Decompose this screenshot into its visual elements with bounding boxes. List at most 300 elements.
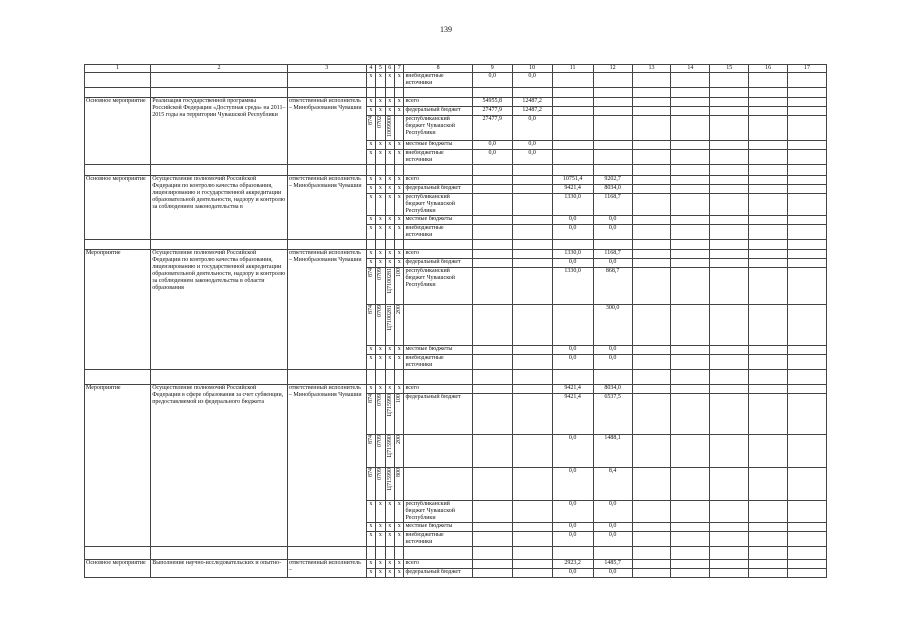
value-cell	[593, 116, 632, 141]
value-cell: 0,0	[593, 259, 632, 268]
value-cell	[593, 73, 632, 88]
budget-code-cell: x	[366, 250, 375, 259]
value-cell	[512, 501, 552, 523]
budget-code-cell: x	[385, 250, 394, 259]
value-cell	[472, 216, 512, 225]
empty-cell	[151, 547, 288, 560]
budget-code-cell: x	[395, 185, 404, 194]
value-cell	[552, 73, 593, 88]
empty-cell	[710, 73, 749, 88]
empty-cell	[632, 547, 671, 560]
empty-cell	[632, 216, 671, 225]
budget-code-cell: x	[385, 98, 394, 107]
empty-cell	[404, 240, 472, 250]
empty-cell	[151, 165, 288, 176]
empty-cell	[512, 88, 552, 98]
empty-cell	[710, 98, 749, 107]
value-cell	[512, 394, 552, 435]
empty-cell	[671, 435, 710, 468]
empty-cell	[632, 73, 671, 88]
empty-cell	[788, 560, 827, 569]
empty-cell	[366, 88, 375, 98]
empty-cell	[788, 468, 827, 501]
value-cell	[512, 435, 552, 468]
empty-cell	[632, 385, 671, 394]
empty-cell	[710, 165, 749, 176]
table-row	[85, 560, 827, 569]
empty-cell	[395, 547, 404, 560]
value-cell: 12487,2	[512, 98, 552, 107]
budget-code-cell	[366, 116, 375, 141]
empty-cell	[710, 385, 749, 394]
empty-cell	[385, 240, 394, 250]
empty-cell	[552, 240, 593, 250]
budget-code-cell: x	[385, 176, 394, 185]
empty-cell	[632, 370, 671, 385]
empty-cell	[788, 435, 827, 468]
budget-code-cell: x	[366, 259, 375, 268]
empty-cell	[671, 141, 710, 150]
empty-cell	[710, 240, 749, 250]
value-cell: 8034,0	[593, 185, 632, 194]
value-cell: 0,0	[552, 355, 593, 370]
empty-cell	[385, 165, 394, 176]
empty-cell	[749, 250, 788, 259]
empty-cell	[472, 370, 512, 385]
empty-cell	[632, 225, 671, 240]
value-cell: 0,0	[552, 569, 593, 578]
empty-cell	[287, 73, 366, 88]
budget-code-cell	[376, 435, 385, 468]
empty-cell	[788, 73, 827, 88]
column-header: 14	[671, 65, 710, 73]
funding-source: всего	[404, 560, 472, 569]
empty-cell	[671, 165, 710, 176]
value-cell: 0,0	[552, 523, 593, 532]
budget-code-cell: x	[376, 523, 385, 532]
funding-source: всего	[404, 250, 472, 259]
empty-cell	[749, 141, 788, 150]
column-header: 6	[385, 65, 394, 73]
budget-code-cell: x	[376, 569, 385, 578]
empty-cell	[788, 501, 827, 523]
value-cell	[552, 150, 593, 165]
budget-code-cell: x	[385, 141, 394, 150]
budget-code-cell: x	[366, 532, 375, 547]
budget-code: 200	[396, 435, 402, 444]
budget-code-cell: x	[376, 98, 385, 107]
empty-cell	[788, 532, 827, 547]
value-cell: 1330,0	[552, 250, 593, 259]
budget-code-cell: x	[366, 216, 375, 225]
value-cell	[552, 98, 593, 107]
empty-cell	[788, 176, 827, 185]
value-cell: 0,0	[593, 501, 632, 523]
empty-cell	[671, 250, 710, 259]
empty-cell	[632, 240, 671, 250]
value-cell	[593, 150, 632, 165]
budget-code-cell: x	[395, 523, 404, 532]
empty-cell	[788, 305, 827, 346]
empty-cell	[749, 560, 788, 569]
budget-code-cell	[376, 394, 385, 435]
budget-code: 0709	[377, 268, 384, 280]
funding-source: республиканский бюджет Чувашской Республики	[404, 194, 472, 216]
empty-cell	[749, 194, 788, 216]
budget-code-cell: x	[385, 532, 394, 547]
empty-cell	[395, 165, 404, 176]
empty-cell	[749, 268, 788, 305]
empty-cell	[788, 268, 827, 305]
budget-code-cell	[385, 305, 394, 346]
budget-code-cell: x	[385, 150, 394, 165]
budget-code-cell	[376, 116, 385, 141]
budget-code: 0709	[377, 435, 384, 447]
empty-cell	[671, 116, 710, 141]
empty-cell	[632, 98, 671, 107]
budget-code-cell: x	[366, 569, 375, 578]
budget-code-cell: x	[385, 346, 394, 355]
value-cell: 1168,7	[593, 250, 632, 259]
empty-cell	[749, 225, 788, 240]
budget-code-cell: x	[385, 216, 394, 225]
empty-cell	[710, 259, 749, 268]
value-cell: 0,0	[552, 346, 593, 355]
budget-code-cell: x	[385, 194, 394, 216]
empty-cell	[710, 547, 749, 560]
value-cell	[512, 560, 552, 569]
empty-cell	[671, 305, 710, 346]
empty-cell	[85, 547, 151, 560]
column-header: 15	[710, 65, 749, 73]
budget-code-cell: x	[385, 523, 394, 532]
empty-cell	[671, 185, 710, 194]
value-cell: 0,0	[593, 523, 632, 532]
empty-cell	[788, 116, 827, 141]
budget-code-cell: x	[366, 141, 375, 150]
empty-cell	[710, 523, 749, 532]
table-row	[85, 250, 827, 259]
empty-cell	[749, 468, 788, 501]
value-cell: 1485,7	[593, 560, 632, 569]
budget-code: 800	[396, 468, 402, 477]
empty-cell	[710, 88, 749, 98]
empty-cell	[749, 240, 788, 250]
budget-code-cell: x	[395, 532, 404, 547]
funding-source: местные бюджеты	[404, 523, 472, 532]
empty-cell	[366, 240, 375, 250]
responsible-executor: ответственный исполнитель – Минобразования Чувашии	[287, 250, 366, 370]
value-cell	[512, 216, 552, 225]
budget-code: 0709	[377, 305, 384, 317]
value-cell: 0,0	[593, 225, 632, 240]
empty-cell	[788, 107, 827, 116]
empty-cell	[749, 523, 788, 532]
budget-code-cell: x	[395, 194, 404, 216]
value-cell: 27477,9	[472, 107, 512, 116]
empty-cell	[287, 547, 366, 560]
budget-code-cell: x	[376, 355, 385, 370]
budget-code-cell: x	[385, 560, 394, 569]
value-cell	[472, 176, 512, 185]
empty-cell	[632, 185, 671, 194]
empty-cell	[287, 370, 366, 385]
budget-code-cell: x	[385, 501, 394, 523]
value-cell: 0,0	[552, 532, 593, 547]
budget-table	[84, 64, 827, 578]
empty-cell	[512, 370, 552, 385]
empty-cell	[632, 355, 671, 370]
value-cell: 9421,4	[552, 385, 593, 394]
column-header: 16	[749, 65, 788, 73]
empty-cell	[671, 346, 710, 355]
budget-code-cell: x	[385, 355, 394, 370]
empty-cell	[788, 250, 827, 259]
budget-code-cell: x	[385, 259, 394, 268]
column-header: 11	[552, 65, 593, 73]
table-row	[85, 385, 827, 394]
empty-cell	[632, 88, 671, 98]
empty-cell	[632, 394, 671, 435]
activity-description: Выполнение научно-исследовательских и опытно-	[151, 560, 288, 578]
empty-cell	[671, 532, 710, 547]
empty-cell	[552, 88, 593, 98]
value-cell: 1168,7	[593, 194, 632, 216]
empty-cell	[671, 355, 710, 370]
empty-cell	[749, 355, 788, 370]
value-cell	[593, 98, 632, 107]
empty-cell	[710, 346, 749, 355]
empty-cell	[788, 259, 827, 268]
empty-cell	[710, 268, 749, 305]
empty-cell	[632, 569, 671, 578]
empty-cell	[788, 394, 827, 435]
empty-cell	[710, 250, 749, 259]
empty-cell	[671, 394, 710, 435]
budget-code: Ц715990	[386, 394, 393, 417]
empty-cell	[749, 150, 788, 165]
empty-cell	[749, 569, 788, 578]
empty-cell	[85, 370, 151, 385]
value-cell	[512, 305, 552, 346]
empty-cell	[632, 532, 671, 547]
empty-cell	[710, 435, 749, 468]
empty-cell	[671, 98, 710, 107]
empty-cell	[385, 88, 394, 98]
empty-cell	[632, 305, 671, 346]
funding-source: республиканский бюджет Чувашской Республики	[404, 116, 472, 141]
budget-code-cell	[366, 305, 375, 346]
column-header: 17	[788, 65, 827, 73]
funding-source: внебюджетные источники	[404, 150, 472, 165]
funding-source	[404, 468, 472, 501]
budget-code-cell	[385, 394, 394, 435]
empty-cell	[593, 165, 632, 176]
value-cell: 54955,8	[472, 98, 512, 107]
empty-cell	[632, 560, 671, 569]
value-cell	[552, 305, 593, 346]
empty-cell	[710, 394, 749, 435]
budget-code-cell: x	[395, 176, 404, 185]
value-cell: 0,0	[472, 150, 512, 165]
value-cell: 9421,4	[552, 185, 593, 194]
budget-code-cell: x	[366, 501, 375, 523]
empty-cell	[632, 107, 671, 116]
funding-source: внебюджетные источники	[404, 532, 472, 547]
empty-cell	[593, 370, 632, 385]
budget-code-cell	[366, 394, 375, 435]
funding-source: местные бюджеты	[404, 216, 472, 225]
budget-code-cell: x	[376, 216, 385, 225]
empty-cell	[632, 250, 671, 259]
spacer-row	[85, 165, 827, 176]
empty-cell	[472, 165, 512, 176]
column-header: 5	[376, 65, 385, 73]
empty-cell	[749, 501, 788, 523]
empty-cell	[472, 88, 512, 98]
empty-cell	[376, 547, 385, 560]
empty-cell	[788, 185, 827, 194]
empty-cell	[552, 165, 593, 176]
empty-cell	[366, 547, 375, 560]
empty-cell	[788, 165, 827, 176]
empty-cell	[749, 435, 788, 468]
budget-code-cell: x	[395, 250, 404, 259]
empty-cell	[151, 88, 288, 98]
budget-code-cell: x	[395, 98, 404, 107]
empty-cell	[287, 240, 366, 250]
activity-description: Осуществление полномочий Российской Федерации по контролю качества образования, лицензированию и государственной аккредитации образовательной деятельности, надзору и контролю за соблюдением законодательства в	[151, 176, 288, 240]
value-cell: 0,0	[512, 150, 552, 165]
budget-code-cell: x	[376, 259, 385, 268]
budget-code: 874	[367, 116, 374, 125]
empty-cell	[710, 176, 749, 185]
budget-code-cell: x	[395, 385, 404, 394]
table-row	[85, 98, 827, 107]
empty-cell	[788, 98, 827, 107]
empty-cell	[788, 370, 827, 385]
budget-code-cell	[385, 468, 394, 501]
empty-cell	[710, 501, 749, 523]
value-cell	[472, 225, 512, 240]
empty-cell	[710, 150, 749, 165]
empty-cell	[788, 225, 827, 240]
empty-cell	[710, 107, 749, 116]
value-cell	[472, 385, 512, 394]
value-cell: 0,0	[512, 141, 552, 150]
spacer-row	[85, 240, 827, 250]
value-cell: 0,0	[512, 116, 552, 141]
empty-cell	[788, 240, 827, 250]
value-cell	[512, 355, 552, 370]
budget-code-cell: x	[366, 73, 375, 88]
table-body	[85, 65, 827, 578]
funding-source: внебюджетные источники	[404, 73, 472, 88]
empty-cell	[472, 547, 512, 560]
empty-cell	[749, 370, 788, 385]
value-cell	[512, 185, 552, 194]
empty-cell	[671, 501, 710, 523]
empty-cell	[749, 107, 788, 116]
activity-type: Основное мероприятие	[85, 560, 151, 578]
empty-cell	[552, 547, 593, 560]
value-cell	[512, 194, 552, 216]
empty-cell	[632, 165, 671, 176]
value-cell: 0,0	[552, 435, 593, 468]
budget-code: 100	[396, 394, 402, 403]
value-cell	[512, 532, 552, 547]
budget-code-cell	[395, 305, 404, 346]
budget-code: 874	[367, 268, 374, 277]
value-cell	[552, 107, 593, 116]
value-cell: 0,0	[552, 468, 593, 501]
value-cell	[593, 141, 632, 150]
value-cell	[472, 355, 512, 370]
value-cell: 0,0	[593, 346, 632, 355]
empty-cell	[85, 240, 151, 250]
value-cell	[472, 250, 512, 259]
activity-description: Осуществление полномочий Российской Федерации по контролю качества образования, лицензированию и государственной аккредитации образовательной деятельности, надзору и контролю за соблюдением законодательства в области образования	[151, 250, 288, 370]
budget-code: Ц7100281	[386, 268, 393, 294]
budget-code-cell: x	[385, 185, 394, 194]
activity-type: Основное мероприятие	[85, 176, 151, 240]
empty-cell	[710, 370, 749, 385]
funding-source: федеральный бюджет	[404, 394, 472, 435]
budget-code-cell: x	[366, 225, 375, 240]
empty-cell	[710, 532, 749, 547]
value-cell: 0,0	[593, 569, 632, 578]
value-cell: 9202,7	[593, 176, 632, 185]
empty-cell	[287, 88, 366, 98]
empty-cell	[788, 150, 827, 165]
budget-code: 0702	[377, 116, 384, 128]
budget-code-cell: x	[376, 107, 385, 116]
activity-description: Реализация государственной программы Российской Федерации «Доступная среда» на 2011–2015 годы на территории Чувашской Республики	[151, 98, 288, 165]
empty-cell	[749, 346, 788, 355]
budget-code-cell: x	[376, 150, 385, 165]
empty-cell	[788, 355, 827, 370]
empty-cell	[710, 116, 749, 141]
budget-code-cell: x	[395, 216, 404, 225]
empty-cell	[671, 150, 710, 165]
value-cell: 1488,1	[593, 435, 632, 468]
budget-code-cell: x	[366, 107, 375, 116]
budget-code-cell: x	[376, 346, 385, 355]
funding-source: внебюджетные источники	[404, 225, 472, 240]
value-cell: 868,7	[593, 268, 632, 305]
empty-cell	[671, 240, 710, 250]
value-cell	[593, 107, 632, 116]
budget-code-cell: x	[376, 185, 385, 194]
budget-code-cell: x	[395, 355, 404, 370]
budget-code-cell: x	[376, 501, 385, 523]
column-header: 4	[366, 65, 375, 73]
value-cell: 12487,2	[512, 107, 552, 116]
budget-code-cell: x	[395, 150, 404, 165]
empty-cell	[151, 73, 288, 88]
value-cell	[512, 346, 552, 355]
value-cell: 0,0	[472, 141, 512, 150]
value-cell: 0,0	[472, 73, 512, 88]
budget-code-cell: x	[366, 176, 375, 185]
budget-code-cell: x	[366, 150, 375, 165]
empty-cell	[671, 88, 710, 98]
value-cell: 0,0	[552, 501, 593, 523]
empty-cell	[788, 141, 827, 150]
empty-cell	[632, 435, 671, 468]
empty-cell	[749, 394, 788, 435]
empty-cell	[404, 370, 472, 385]
